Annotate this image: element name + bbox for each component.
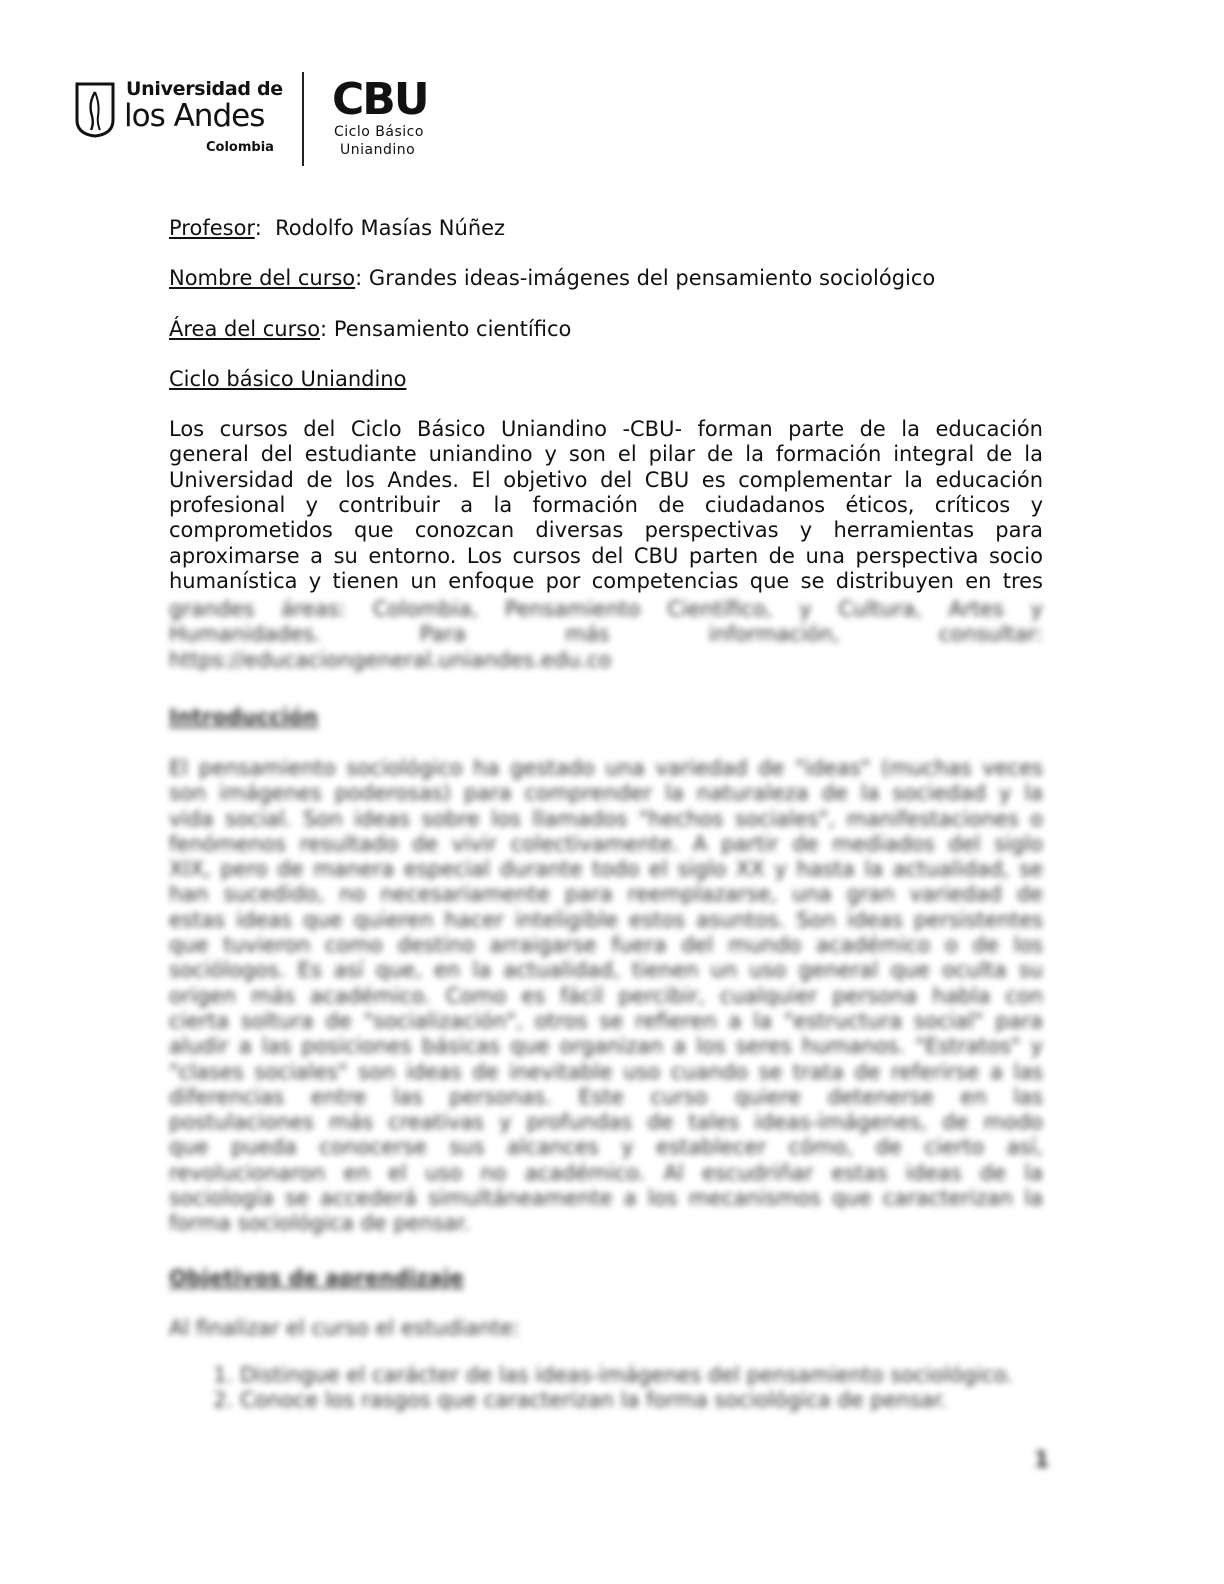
cbu-mark: CBU bbox=[332, 74, 428, 125]
area-value: Pensamiento científico bbox=[333, 316, 572, 341]
logo-line-3: Colombia bbox=[206, 140, 274, 155]
blurred-line: https://educaciongeneral.uniandes.edu.co bbox=[169, 647, 612, 672]
blurred-line: que tuvieron como destino arraigarse fuera del mundo académico o de los bbox=[169, 933, 1043, 958]
blurred-line: son imágenes poderosas) para comprender la naturaleza de la sociedad y la bbox=[169, 781, 1043, 806]
cbu-subtitle-2: Uniandino bbox=[340, 142, 416, 158]
blurred-line: El pensamiento sociológico ha gestado una variedad de "ideas" (muchas veces bbox=[169, 756, 1043, 780]
paragraph-line: profesional y contribuir a la formación de ciudadanos éticos, críticos y bbox=[169, 493, 1043, 518]
blurred-line: Humanidades. Para más información, consultar: bbox=[169, 622, 1043, 647]
blurred-line: "clases sociales" son ideas de inevitable uso cuando se trata de referirse a las bbox=[169, 1059, 1043, 1084]
paragraph-line: humanística y tienen un enfoque por competencias que se distribuyen en tres bbox=[169, 568, 1043, 593]
paragraph-line: aproximarse a su entorno. Los cursos del CBU parten de una perspectiva socio bbox=[169, 543, 1043, 568]
curso-value: Grandes ideas-imágenes del pensamiento sociológico bbox=[368, 266, 936, 291]
blurred-line: Al finalizar el curso el estudiante: bbox=[169, 1316, 520, 1340]
blurred-line: postulaciones más creativas y profundas de tales ideas-imágenes, de modo bbox=[169, 1110, 1043, 1135]
blurred-line: aludir a las posiciones básicas que organizan a los seres humanos. "Estratos" y bbox=[169, 1034, 1043, 1059]
paragraph-line: Universidad de los Andes. El objetivo del CBU es complementar la educación bbox=[169, 467, 1043, 492]
blurred-line: cierta soltura de "socialización", otros se refieren a la "estructura social" para bbox=[169, 1008, 1043, 1033]
introduccion-heading: Introducción bbox=[169, 705, 319, 729]
blurred-line: fenómenos resultado de vivir colectivamente. A partir de mediados del siglo bbox=[169, 831, 1043, 856]
blurred-line: sociología se accederá simultáneamente a los mecanismos que caracterizan la bbox=[169, 1186, 1043, 1211]
blurred-line: vida social. Son ideas sobre los llamados "hechos sociales", manifestaciones o bbox=[169, 806, 1043, 831]
ciclo-heading: Ciclo básico Uniandino bbox=[169, 366, 407, 391]
blurred-line: XIX, pero de manera especial durante todo el siglo XX y hasta la actualidad, se bbox=[169, 857, 1043, 882]
logo-line-1: Universidad de bbox=[126, 78, 283, 100]
logo-divider bbox=[302, 72, 304, 166]
page-number: 1 bbox=[1034, 1448, 1050, 1473]
blurred-line: revolucionaron en el uso no académico. Al escudriñar estas ideas de la bbox=[169, 1160, 1043, 1185]
logo-line-2: los Andes bbox=[124, 98, 265, 134]
curso-label: Nombre del curso bbox=[169, 266, 356, 291]
blurred-line: que pueda conocerse sus alcances y establecer cómo, de cierto así, bbox=[169, 1135, 1043, 1160]
objective-item: 2. Conoce los rasgos que caracterizan la forma sociológica de pensar. bbox=[240, 1388, 1013, 1413]
curso-field: Nombre del curso: Grandes ideas-imágenes del pensamiento sociológico bbox=[169, 266, 936, 291]
introduccion-paragraph bbox=[169, 756, 1043, 1237]
blurred-line: sociólogos. Es así que, en la actualidad, tienen un uso general que oculta su bbox=[169, 958, 1043, 983]
blurred-line: forma sociológica de pensar. bbox=[169, 1211, 471, 1236]
universidad-de-los-andes-logo bbox=[74, 76, 283, 162]
objetivos-list bbox=[200, 1363, 1013, 1414]
ciclo-heading-row bbox=[169, 367, 1043, 392]
profesor-label: Profesor bbox=[169, 216, 255, 240]
blurred-line: diferencias entre las personas. Este curso quiere detenerse en las bbox=[169, 1084, 1043, 1109]
blurred-line: origen más académico. Como es fácil percibir, cualquier persona habla con bbox=[169, 983, 1043, 1008]
cbu-logo bbox=[330, 74, 440, 164]
blurred-line: estas ideas que quieren hacer inteligible estos asuntos. Son ideas persistentes bbox=[169, 907, 1043, 932]
blurred-line: grandes áreas: Colombia, Pensamiento Científico, y Cultura, Artes y bbox=[169, 597, 1043, 621]
area-field: Área del curso: Pensamiento científico bbox=[169, 316, 572, 341]
objetivos-intro bbox=[169, 1316, 1043, 1341]
paragraph-line: comprometidos que conozcan diversas perspectivas y herramientas para bbox=[169, 518, 1043, 543]
profesor-value: Rodolfo Masías Núñez bbox=[275, 216, 506, 240]
cbu-paragraph bbox=[169, 417, 1043, 594]
paragraph-line: Los cursos del Ciclo Básico Uniandino -CBU- forman parte de la educación bbox=[169, 417, 1043, 442]
blurred-line: han sucedido, no necesariamente para reemplazarse, una gran variedad de bbox=[169, 882, 1043, 907]
cbu-paragraph-blurred bbox=[169, 597, 1043, 673]
shield-logo-icon bbox=[74, 80, 116, 138]
document-body bbox=[169, 216, 1043, 594]
area-label: Área del curso bbox=[169, 316, 321, 341]
paragraph-line: general del estudiante uniandino y son el pilar de la formación integral de la bbox=[169, 442, 1043, 467]
objetivos-heading: Objetivos de aprendizaje bbox=[169, 1266, 464, 1290]
profesor-field: Profesor: Rodolfo Masías Núñez bbox=[169, 216, 506, 240]
objective-item: 1. Distingue el carácter de las ideas-imágenes del pensamiento sociológico. bbox=[240, 1363, 1013, 1388]
cbu-subtitle-1: Ciclo Básico bbox=[334, 124, 424, 140]
